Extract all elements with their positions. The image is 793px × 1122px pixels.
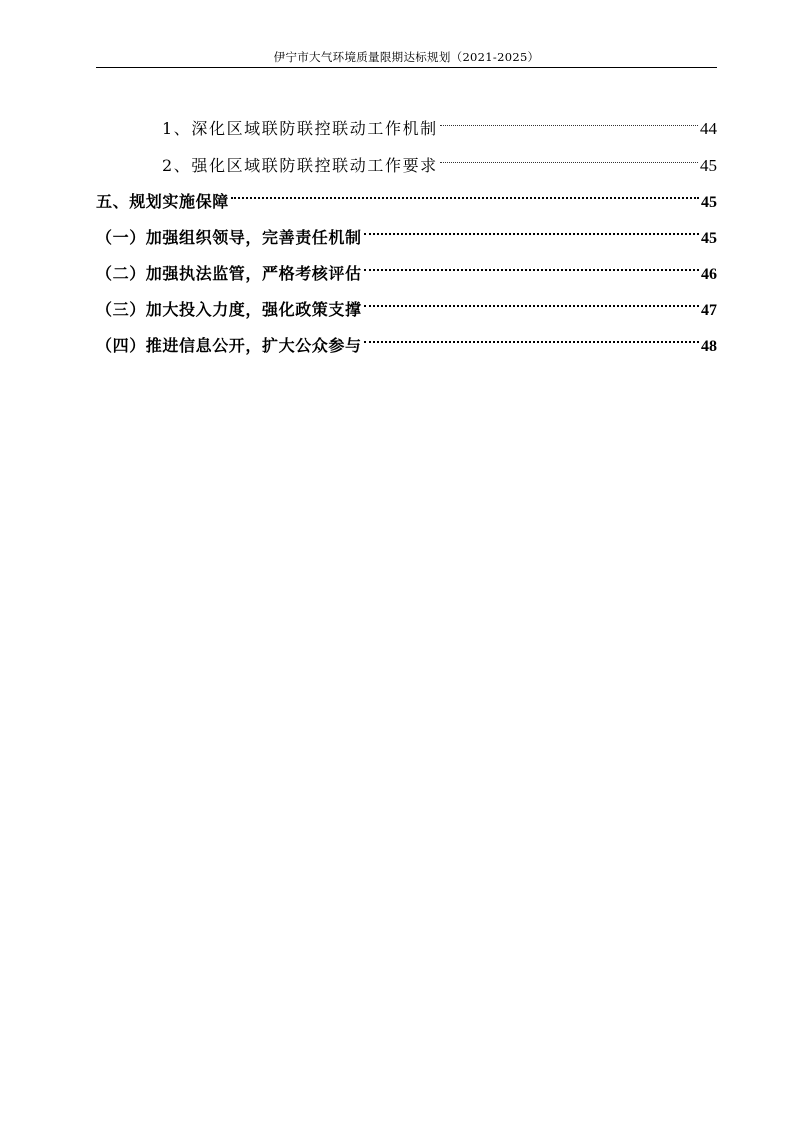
toc-leader-dots: [364, 321, 699, 351]
toc-entry-chapter-5[interactable]: [96, 177, 717, 211]
toc-entry-title: 五、规划实施保障: [96, 192, 229, 211]
header-rule: [96, 67, 717, 68]
toc-entry-subsection-2[interactable]: [162, 141, 717, 175]
toc-page-number: 46: [701, 266, 717, 283]
toc-entry-title: 1、深化区域联防联控联动工作机制: [162, 119, 438, 138]
page-header: 伊宁市大气环境质量限期达标规划（2021-2025）: [273, 50, 540, 64]
toc-page-number: 45: [701, 230, 717, 247]
toc-entry-section-1[interactable]: [96, 213, 717, 247]
toc-page-number: 45: [700, 156, 717, 175]
toc-page-number: 44: [700, 119, 717, 138]
toc-entry-title: 2、强化区域联防联控联动工作要求: [162, 156, 438, 175]
toc-entry-title: （三）加大投入力度，强化政策支撑: [96, 300, 362, 319]
toc-leader-dots: [231, 177, 699, 207]
toc-page-number: 47: [701, 302, 717, 319]
toc-leader-dots: [440, 104, 698, 134]
toc-entry-title: （四）推进信息公开，扩大公众参与: [96, 336, 362, 355]
toc-page-number: 45: [701, 194, 717, 211]
toc-entry-title: （二）加强执法监管，严格考核评估: [96, 264, 362, 283]
toc-entry-section-2[interactable]: [96, 249, 717, 283]
toc-entry-subsection-1[interactable]: [162, 104, 717, 138]
toc-leader-dots: [364, 213, 699, 243]
toc-entry-section-4[interactable]: [96, 321, 717, 355]
toc-entry-section-3[interactable]: [96, 285, 717, 319]
toc-leader-dots: [364, 285, 699, 315]
toc-leader-dots: [440, 141, 698, 171]
toc-entry-title: （一）加强组织领导，完善责任机制: [96, 228, 362, 247]
toc-page-number: 48: [701, 338, 717, 355]
toc-leader-dots: [364, 249, 699, 279]
